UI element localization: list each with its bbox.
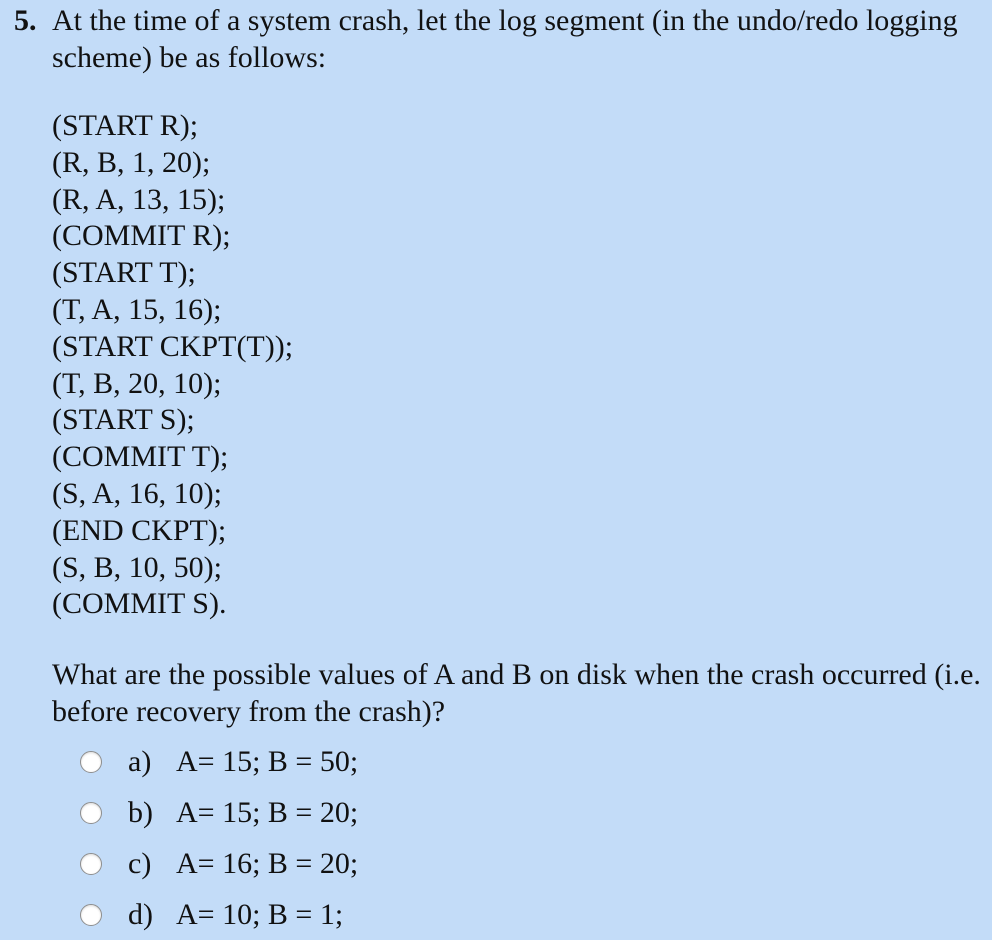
option-a[interactable] [80,736,358,787]
question-block [14,2,984,76]
log-entry: (R, B, 1, 20); [52,145,211,179]
log-entry: (START S); [52,403,195,437]
option-text: A= 15; B = 20; [176,795,359,829]
option-text: A= 16; B = 20; [176,846,359,880]
log-entry: (T, B, 20, 10); [52,366,222,400]
log-entry: (END CKPT); [52,513,227,547]
option-d[interactable] [80,889,358,940]
log-entry: (COMMIT R); [52,219,231,253]
question-number: 5. [14,4,37,37]
log-entry: (COMMIT T); [52,440,229,474]
option-b[interactable] [80,787,358,838]
question-header [14,2,984,76]
radio-button[interactable] [80,802,102,824]
option-letter: c) [128,846,152,880]
log-entry: (START T); [52,256,196,290]
option-c[interactable] [80,838,358,889]
log-entry: (START R); [52,109,199,142]
option-letter: b) [128,795,153,829]
log-entry: (S, A, 16, 10); [52,476,223,510]
radio-button[interactable] [80,904,102,926]
log-entry: (COMMIT S). [52,587,227,621]
answer-options [80,736,358,940]
log-entry: (S, B, 10, 50); [52,550,223,584]
option-text: A= 10; B = 1; [176,897,344,931]
log-entry: (START CKPT(T)); [52,329,294,363]
question-text: What are the possible values of A and B on disk when the crash occurred (i.e. before recovery from the crash)? [52,658,981,728]
log-segment [52,108,293,623]
radio-button[interactable] [80,853,102,875]
question-prompt: At the time of a system crash, let the log segment (in the undo/redo logging scheme) be as follows: [52,4,958,74]
option-letter: d) [128,897,153,931]
option-text: A= 15; B = 50; [176,744,359,778]
log-entry: (T, A, 15, 16); [52,292,222,326]
radio-button[interactable] [80,751,102,773]
log-entry: (R, A, 13, 15); [52,182,226,216]
option-letter: a) [128,744,152,778]
